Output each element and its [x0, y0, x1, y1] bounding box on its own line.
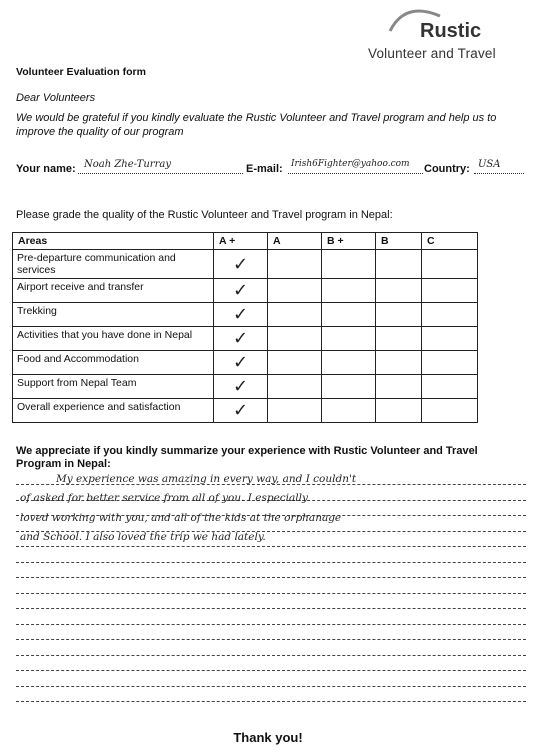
grade-cell[interactable] [214, 303, 268, 327]
answer-line [16, 624, 526, 625]
column-header: A + [214, 233, 268, 250]
grade-cell[interactable] [322, 375, 376, 399]
area-label: Food and Accommodation [13, 351, 214, 375]
summary-question: We appreciate if you kindly summarize your experience with Rustic Volunteer and Travel Program in Nepal: [16, 445, 478, 470]
answer-line [16, 639, 526, 640]
grade-cell[interactable] [268, 399, 322, 423]
handwritten-text: loved working with you, and all of the kids at the orphanage [20, 511, 342, 524]
grade-cell[interactable] [322, 351, 376, 375]
table-row [13, 351, 478, 375]
grade-cell[interactable] [214, 399, 268, 423]
grade-cell[interactable] [422, 303, 478, 327]
country-field[interactable] [474, 173, 524, 174]
table-header-row [13, 233, 478, 250]
name-value: Noah Zhe-Turray [84, 159, 171, 170]
answer-line [16, 546, 526, 547]
grade-cell[interactable] [268, 303, 322, 327]
table-row [13, 250, 478, 279]
answer-line [16, 670, 526, 671]
email-field[interactable] [288, 173, 423, 174]
answer-line [16, 577, 526, 578]
answer-line [16, 686, 526, 687]
area-label: Support from Nepal Team [13, 375, 214, 399]
answer-line [16, 701, 526, 702]
grade-cell[interactable] [268, 327, 322, 351]
table-row [13, 279, 478, 303]
answer-line [16, 608, 526, 609]
contact-info [16, 159, 526, 179]
grade-cell[interactable] [376, 375, 422, 399]
table-row [13, 327, 478, 351]
column-header: B + [322, 233, 376, 250]
handwritten-text: and School. I also loved the trip we had lately. [20, 531, 266, 544]
grade-cell[interactable] [376, 399, 422, 423]
grade-cell[interactable] [376, 327, 422, 351]
name-field[interactable] [78, 173, 243, 174]
grade-cell[interactable] [376, 250, 422, 279]
grade-cell[interactable] [322, 279, 376, 303]
table-row [13, 375, 478, 399]
area-label: Airport receive and transfer [13, 279, 214, 303]
grade-cell[interactable] [322, 399, 376, 423]
thank-you: Thank you! [233, 730, 303, 745]
area-label: Overall experience and satisfaction [13, 399, 214, 423]
form-title: Volunteer Evaluation form [16, 66, 146, 78]
grade-cell[interactable] [268, 279, 322, 303]
grade-cell[interactable] [422, 250, 478, 279]
answer-line [16, 562, 526, 563]
grade-cell[interactable] [214, 279, 268, 303]
column-header: Areas [13, 233, 214, 250]
grade-cell[interactable] [376, 279, 422, 303]
checkmark-icon: ✓ [232, 304, 249, 325]
grade-cell[interactable] [422, 351, 478, 375]
checkmark-icon: ✓ [232, 253, 249, 275]
column-header: A [268, 233, 322, 250]
area-label: Activities that you have done in Nepal [13, 327, 214, 351]
checkmark-icon: ✓ [232, 328, 249, 349]
grade-cell[interactable] [322, 303, 376, 327]
grade-cell[interactable] [322, 250, 376, 279]
grade-cell[interactable] [322, 327, 376, 351]
grade-cell[interactable] [214, 351, 268, 375]
grade-cell[interactable] [422, 375, 478, 399]
grade-cell[interactable] [268, 250, 322, 279]
logo-title: Rustic [420, 20, 482, 42]
area-label: Pre-departure communication and services [13, 250, 214, 279]
grade-cell[interactable] [422, 327, 478, 351]
answer-line [16, 593, 526, 594]
salutation: Dear Volunteers [16, 92, 96, 104]
checkmark-icon: ✓ [232, 400, 249, 421]
grading-table [12, 232, 478, 423]
grade-cell[interactable] [422, 279, 478, 303]
grade-cell[interactable] [268, 375, 322, 399]
email-value: Irish6Fighter@yahoo.com [291, 159, 410, 169]
email-label: E-mail: [246, 163, 283, 175]
logo-subtitle: Volunteer and Travel [368, 46, 496, 61]
grade-cell[interactable] [214, 327, 268, 351]
grade-cell[interactable] [214, 250, 268, 279]
grading-question: Please grade the quality of the Rustic Volunteer and Travel program in Nepal: [16, 209, 393, 221]
grade-cell[interactable] [422, 399, 478, 423]
country-value: USA [478, 159, 501, 170]
name-label: Your name: [16, 163, 76, 175]
checkmark-icon: ✓ [232, 376, 249, 397]
logo [350, 6, 530, 66]
handwritten-text: of asked for better service from all of you. I especially [20, 492, 308, 505]
checkmark-icon: ✓ [232, 352, 249, 373]
grade-cell[interactable] [268, 351, 322, 375]
grade-cell[interactable] [376, 351, 422, 375]
grade-cell[interactable] [214, 375, 268, 399]
checkmark-icon: ✓ [232, 280, 249, 301]
intro-text: We would be grateful if you kindly evaluate the Rustic Volunteer and Travel program and help us to improve the quality of our program [16, 112, 497, 138]
column-header: C [422, 233, 478, 250]
country-label: Country: [424, 163, 470, 175]
area-label: Trekking [13, 303, 214, 327]
answer-line [16, 655, 526, 656]
table-row [13, 303, 478, 327]
grade-cell[interactable] [376, 303, 422, 327]
table-row [13, 399, 478, 423]
handwritten-text: My experience was amazing in every way, and I couldn't [56, 473, 357, 485]
column-header: B [376, 233, 422, 250]
